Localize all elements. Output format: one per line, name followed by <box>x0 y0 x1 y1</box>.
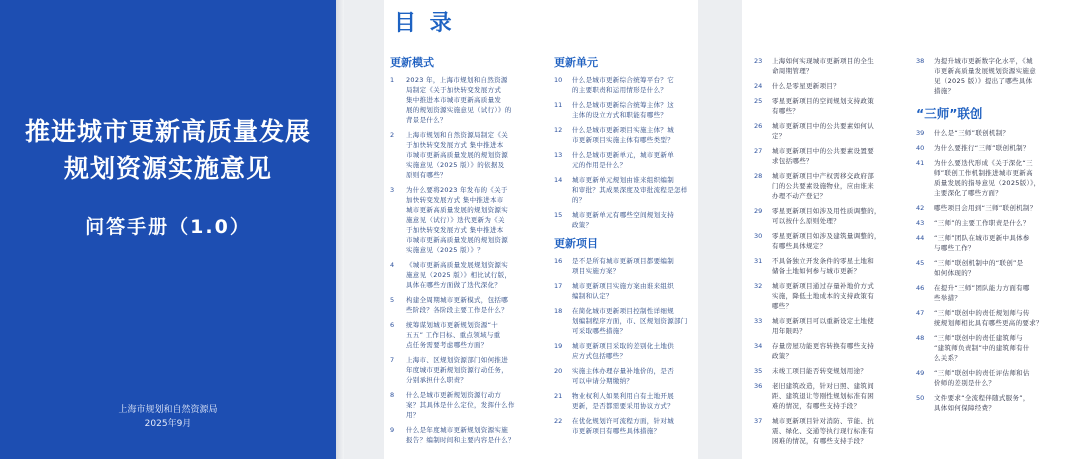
toc-item-number: 5 <box>390 296 395 304</box>
toc-item[interactable] <box>554 281 694 301</box>
toc-item[interactable] <box>754 416 902 446</box>
toc-item[interactable] <box>390 75 540 125</box>
toc-item[interactable] <box>390 320 540 350</box>
toc-item-line: 难的情况，有哪些支持手段？ <box>772 402 861 410</box>
toc-item-line: 有哪些？ <box>772 107 800 115</box>
toc-item-text <box>572 175 694 205</box>
toc-item[interactable] <box>554 306 694 336</box>
toc-item-line: 城市更新项目实施方案由谁来组织 <box>572 282 674 290</box>
toc-item-text <box>772 281 874 311</box>
toc-item-line: 措施？ <box>934 87 955 95</box>
toc-item-number: 4 <box>390 261 395 269</box>
toc-item-line: 什么是“三师”联创机制？ <box>934 129 1010 137</box>
toc-item-line: 物业权利人如果利用自有土地开展 <box>572 392 674 400</box>
toc-item-line: 么关系？ <box>934 354 962 362</box>
toc-item-line: 零星更新项目如涉及用性质调整的， <box>772 207 881 215</box>
toc-item[interactable] <box>754 231 902 251</box>
section-title-three-masters: “三师”联创 <box>916 106 983 121</box>
toc-item-number: 40 <box>916 144 925 152</box>
toc-item-line: 命周期管理？ <box>772 67 813 75</box>
toc-item-text <box>572 210 674 230</box>
toc-item-number: 9 <box>390 426 395 434</box>
toc-item-line: 办理不动产登记？ <box>772 192 827 200</box>
toc-item-text <box>934 158 1040 198</box>
toc-item-line: 什么是城市更新规划资源行动方 <box>406 391 502 399</box>
toc-item-text <box>406 75 512 125</box>
cover-page <box>0 0 336 459</box>
toc-item-text <box>772 96 874 116</box>
toc-item[interactable] <box>390 390 540 420</box>
toc-item[interactable] <box>554 75 694 95</box>
toc-item-line: 实施主体办理存量补地价的，是否 <box>572 367 674 375</box>
toc-column-3 <box>754 56 902 451</box>
toc-item-line: 城市更新项目针对消防、节能、抗 <box>772 417 874 425</box>
section-title-update-mode: 更新模式 <box>390 56 434 69</box>
toc-item-line: 在提升“三师”团队能力方面有哪 <box>934 284 1030 292</box>
toc-item-number: 12 <box>554 126 563 134</box>
toc-item-text <box>572 75 674 95</box>
toc-item-line: 见（2025 版）》提出了哪些具体 <box>934 77 1033 85</box>
toc-item-number: 25 <box>754 97 763 105</box>
toc-item-line: 施意见（2025 版）》相比试行版， <box>406 271 512 279</box>
toc-item[interactable] <box>916 368 1074 388</box>
toc-item-text <box>934 333 1030 363</box>
toc-item-number: 23 <box>754 57 763 65</box>
toc-item-line: 哪些？ <box>772 302 793 310</box>
toc-item-line: “三师”联创中的责任建筑师与 <box>934 334 1023 342</box>
toc-item-number: 2 <box>390 131 395 139</box>
toc-item-number: 30 <box>754 232 763 240</box>
toc-item-number: 20 <box>554 367 563 375</box>
toc-item[interactable] <box>554 125 694 145</box>
toc-item-line: 城市更新项目中的公共要素设置要 <box>772 147 874 155</box>
toc-item-text <box>572 281 674 301</box>
toc-item-text <box>772 416 874 446</box>
toc-item-number: 8 <box>390 391 395 399</box>
toc-item-text <box>406 130 508 180</box>
toc-item-number: 35 <box>754 367 763 375</box>
toc-item-line: “三师”联创中的责任规划师与传 <box>934 309 1030 317</box>
section-title-update-unit: 更新单元 <box>554 56 598 69</box>
toc-item[interactable] <box>554 416 694 436</box>
toc-item-line: 不具备独立开发条件的零星土地和 <box>772 257 874 265</box>
toc-item-line: 集中推进本市城市更新高质量发 <box>406 96 502 104</box>
toc-item-text <box>934 218 1030 228</box>
section-title-update-project: 更新项目 <box>554 237 598 250</box>
toc-item-number: 3 <box>390 186 395 194</box>
toc-item[interactable] <box>390 185 540 255</box>
toc-item[interactable] <box>754 341 902 361</box>
toc-item-line: 具体在哪些方面做了迭代深化？ <box>406 281 502 289</box>
toc-item-text <box>934 368 1030 388</box>
toc-item-number: 26 <box>754 122 763 130</box>
toc-item-line: 上海市规划和自然资源局制定《关 <box>406 131 508 139</box>
toc-item-number: 15 <box>554 211 563 219</box>
toc-item-line: 主体的设立方式和职能有哪些？ <box>572 111 668 119</box>
toc-item-number: 6 <box>390 321 395 329</box>
toc-item-line: 政策？ <box>772 352 793 360</box>
toc-item-number: 33 <box>754 317 763 325</box>
toc-item-line: 具体如何保障经费？ <box>934 404 996 412</box>
toc-item-line: “三师”联创中的责任评估师和估 <box>934 369 1030 377</box>
toc-item-line: 分别承担什么职责？ <box>406 376 468 384</box>
toc-item-number: 49 <box>916 369 925 377</box>
toc-item-number: 24 <box>754 82 763 90</box>
toc-item-text <box>772 146 874 166</box>
toc-item-text <box>406 185 508 255</box>
toc-item[interactable] <box>916 333 1074 363</box>
toc-item-number: 50 <box>916 394 925 402</box>
cover-fold-shadow <box>336 0 344 459</box>
toc-item-line: 城市更新项目可以重新设定土地使 <box>772 317 874 325</box>
toc-item-line: 距、建筑退让等刚性规划标准有困 <box>772 392 874 400</box>
toc-item-line: 更新，是否都需要采用协议方式？ <box>572 402 674 410</box>
toc-item-line: 主要深化了哪些方面？ <box>934 189 1002 197</box>
toc-item-text <box>572 125 674 145</box>
toc-item-text <box>934 143 1030 153</box>
toc-item-number: 17 <box>554 282 563 290</box>
toc-item-line: 是不是所有城市更新项目都要编制 <box>572 257 674 265</box>
toc-item-line: 些阶段？各阶段主要工作是什么？ <box>406 306 508 314</box>
toc-item-text <box>406 425 515 445</box>
toc-item-text <box>772 121 874 141</box>
toc-item[interactable] <box>554 100 694 120</box>
toc-item-line: 实施意见（2025 版）》的依据及 <box>406 161 505 169</box>
toc-item[interactable] <box>754 56 902 76</box>
toc-item[interactable] <box>916 143 1074 153</box>
toc-item-line: 应方式包括哪些？ <box>572 352 627 360</box>
toc-item[interactable] <box>916 393 1074 413</box>
toc-item-number: 21 <box>554 392 563 400</box>
toc-item[interactable] <box>390 260 540 290</box>
toc-item-number: 22 <box>554 417 563 425</box>
toc-item[interactable] <box>554 391 694 411</box>
toc-item-number: 39 <box>916 129 925 137</box>
toc-item-line: 在简化城市更新项目控制性详细规 <box>572 307 674 315</box>
toc-item-text <box>934 233 1030 253</box>
toc-item-line: 为什么要迭代形成《关于深化“三 <box>934 159 1033 167</box>
toc-item[interactable] <box>916 128 1074 138</box>
toc-item[interactable] <box>554 366 694 386</box>
toc-item-text <box>406 355 508 385</box>
cover-date: 2025年9月 <box>144 419 192 429</box>
toc-item-text <box>572 416 674 436</box>
toc-item-line: 哪些项目会用到“三师”联创机制？ <box>934 204 1037 212</box>
toc-item-number: 19 <box>554 342 563 350</box>
toc-item-number: 44 <box>916 234 925 242</box>
toc-item-line: 为提升城市更新数字化水平，《城 <box>934 57 1033 65</box>
toc-item-line: 的主要职责和运用情形是什么？ <box>572 86 668 94</box>
page-gap <box>344 0 384 459</box>
toc-item-number: 48 <box>916 334 925 342</box>
toc-item-line: 案？其具体是什么定位，发挥什么作 <box>406 401 515 409</box>
toc-item-line: 于加快转变发展方式 集中推进本 <box>406 226 504 234</box>
toc-item[interactable] <box>390 355 540 385</box>
toc-item-text <box>406 320 500 350</box>
toc-item-text <box>572 341 674 361</box>
toc-item-text <box>772 56 874 76</box>
toc-item-line: 划编制程序方面，市、区规划资源部门 <box>572 317 688 325</box>
toc-item-line: 元的作用是什么？ <box>572 161 627 169</box>
toc-item-text <box>772 316 874 336</box>
toc-item-line: “三师”团队在城市更新中具体参 <box>934 234 1030 242</box>
toc-item-line: 储备土地如何参与城市更新？ <box>772 267 861 275</box>
toc-item-text <box>572 150 674 170</box>
toc-item-number: 10 <box>554 76 563 84</box>
toc-page-2 <box>742 0 1080 459</box>
toc-item[interactable] <box>754 366 902 376</box>
toc-item-line: 原则有哪些？ <box>406 171 447 179</box>
toc-item-line: 什么是城市更新项目实施主体？城 <box>572 126 674 134</box>
toc-item-text <box>772 81 840 91</box>
toc-item-number: 46 <box>916 284 925 292</box>
toc-item-text <box>572 100 674 120</box>
toc-item-text <box>772 341 874 361</box>
toc-item[interactable] <box>754 381 902 411</box>
toc-item-line: 什么是零星更新项目？ <box>772 82 840 90</box>
toc-item[interactable] <box>754 316 902 336</box>
toc-item-line: 用？ <box>406 411 420 419</box>
toc-item[interactable] <box>916 203 1074 213</box>
toc-item-number: 34 <box>754 342 763 350</box>
toc-item-text <box>934 128 1009 138</box>
toc-item-number: 38 <box>916 57 925 65</box>
toc-item-line: 市更新高质量发展规划资源实施意 <box>934 67 1036 75</box>
toc-item-text <box>934 56 1036 96</box>
toc-item-text <box>572 391 674 411</box>
toc-item-line: 上海市、区规划资源部门如何推进 <box>406 356 508 364</box>
toc-item-text <box>772 381 874 411</box>
toc-item-line: 报告？编制时间和主要内容是什么？ <box>406 436 515 444</box>
toc-item-number: 14 <box>554 176 563 184</box>
toc-item[interactable] <box>554 175 694 205</box>
toc-column-1 <box>390 52 540 450</box>
toc-item-line: 存量房屋功能更容转换有哪些支持 <box>772 342 874 350</box>
toc-item-number: 7 <box>390 356 395 364</box>
toc-item-line: 门的公共要素设施物业，应由谁来 <box>772 182 874 190</box>
toc-item-number: 36 <box>754 382 763 390</box>
toc-item-line: 城市更新单元规划由谁来组织编制 <box>572 176 674 184</box>
toc-item-line: 市城市更新高质量发展的规划资源 <box>406 151 508 159</box>
cover-organization: 上海市规划和自然资源局 <box>118 405 218 415</box>
toc-item-line: 2023 年，上海市规划和自然资源 <box>406 76 508 84</box>
toc-item-number: 16 <box>554 257 563 265</box>
toc-item-line: 在优化规划许可流程方面，针对城 <box>572 417 674 425</box>
toc-item-text <box>772 206 881 226</box>
toc-item-text <box>572 366 674 386</box>
toc-item[interactable] <box>916 56 1074 96</box>
toc-item-line: 统筹谋划城市更新规划资源“十 <box>406 321 499 329</box>
toc-item[interactable] <box>754 146 902 166</box>
toc-item-line: 实施意见（2025 版）》？ <box>406 246 485 254</box>
toc-item-text <box>934 308 1043 328</box>
toc-item-line: 城市更新单元有哪些空间规划支持 <box>572 211 674 219</box>
page-gap <box>698 0 742 459</box>
toc-item-line: 与哪些工作？ <box>934 244 975 252</box>
toc-item-number: 1 <box>390 76 395 84</box>
toc-column-2 <box>554 52 694 441</box>
toc-item-line: 什么是城市更新综合统筹平台？它 <box>572 76 674 84</box>
toc-item-line: “三师”联创机制中的“联创”是 <box>934 259 1024 267</box>
toc-item[interactable] <box>754 256 902 276</box>
toc-item-line: 质量发展的指导意见（2025版）》， <box>934 179 1041 187</box>
toc-item-line: 可以申请分期缴纳？ <box>572 377 634 385</box>
toc-item-text <box>772 171 874 201</box>
toc-item[interactable] <box>390 425 540 445</box>
toc-item-line: 城市更新高质量发展的规划资源实 <box>406 206 508 214</box>
toc-item-line: 统规划师相比具有哪些更高的要求？ <box>934 319 1043 327</box>
toc-item[interactable] <box>754 121 902 141</box>
toc-item-text <box>572 306 688 336</box>
toc-item[interactable] <box>916 283 1074 303</box>
toc-item-line: 《城市更新高质量发展规划资源实 <box>406 261 508 269</box>
toc-item-line: 用年限吗？ <box>772 327 806 335</box>
toc-item-text <box>934 258 1023 278</box>
toc-item-line: 加快转变发展方式 集中推进本市 <box>406 196 504 204</box>
toc-item[interactable] <box>754 171 902 201</box>
toc-column-4 <box>916 56 1074 418</box>
toc-item[interactable] <box>554 256 694 276</box>
toc-item-number: 32 <box>754 282 763 290</box>
cover-title-line2: 规划资源实施意见 <box>63 154 272 183</box>
toc-item-text <box>934 393 1030 413</box>
toc-item-line: 市更新项目有哪些具体措施？ <box>572 427 661 435</box>
toc-item-line: “建筑师负责制”中的建筑师有什 <box>934 344 1030 352</box>
toc-item-line: 什么是年度城市更新规划资源实施 <box>406 426 508 434</box>
toc-item-line: 上海如何实现城市更新项目的全生 <box>772 57 874 65</box>
toc-item-number: 43 <box>916 219 925 227</box>
toc-item[interactable] <box>754 281 902 311</box>
toc-item-line: 实施，降低土地成本的支持政策有 <box>772 292 874 300</box>
toc-item-text <box>772 366 867 376</box>
toc-item[interactable] <box>390 130 540 180</box>
toc-heading: 目 录 <box>394 11 455 36</box>
toc-item-line: 政策？ <box>572 221 593 229</box>
toc-item-line: 于加快转变发展方式 集中推进本 <box>406 141 504 149</box>
toc-item[interactable] <box>554 341 694 361</box>
toc-item-line: 城市更新项目中的公共要素如何认 <box>772 122 874 130</box>
toc-item-line: 和审批？其成果深度及审批流程是怎样的？ <box>572 186 688 204</box>
toc-item-line: 定？ <box>772 132 786 140</box>
toc-item-number: 47 <box>916 309 925 317</box>
toc-item-number: 27 <box>754 147 763 155</box>
toc-item-text <box>406 390 515 420</box>
toc-item-line: 为什么要推行“三师”联创机制？ <box>934 144 1030 152</box>
toc-item-number: 28 <box>754 172 763 180</box>
toc-item-text <box>406 295 508 315</box>
toc-item-line: 展的规划资源实施意见（试行）》的 <box>406 106 512 114</box>
toc-item-line: 市城市更新高质量发展的规划资源 <box>406 236 508 244</box>
toc-item-number: 41 <box>916 159 925 167</box>
toc-item-text <box>772 231 881 251</box>
toc-item-line: 震、绿化、交通等执行现行标准有 <box>772 427 874 435</box>
toc-item-number: 42 <box>916 204 925 212</box>
toc-item-number: 37 <box>754 417 763 425</box>
toc-page-1 <box>384 0 698 459</box>
toc-item-number: 13 <box>554 151 563 159</box>
toc-item-line: 背景是什么？ <box>406 116 447 124</box>
toc-item-line: 构建全周期城市更新模式，包括哪 <box>406 296 508 304</box>
toc-item-line: 城市更新项目中产权需移交政府部 <box>772 172 874 180</box>
toc-item-line: 城市更新项目采取的差别化土地供 <box>572 342 674 350</box>
toc-item[interactable] <box>754 206 902 226</box>
toc-item-line: 市更新项目实施主体有哪些类型？ <box>572 136 674 144</box>
toc-item[interactable] <box>916 218 1074 228</box>
toc-item-line: 如何体现的？ <box>934 269 975 277</box>
toc-item-number: 18 <box>554 307 563 315</box>
toc-item-line: 项目实施方案？ <box>572 267 620 275</box>
toc-item-line: 零星更新项目的空间规划支持政策 <box>772 97 874 105</box>
cover-subtitle: 问答手册（1.0） <box>85 216 251 238</box>
toc-item-line: 文件要求“全流程伴随式服务”， <box>934 394 1030 402</box>
toc-item[interactable] <box>554 150 694 170</box>
toc-item-number: 29 <box>754 207 763 215</box>
toc-item-text <box>572 256 674 276</box>
toc-item-line: 有哪些具体规定？ <box>772 242 827 250</box>
toc-item[interactable] <box>754 81 902 91</box>
toc-item[interactable] <box>754 96 902 116</box>
toc-item-line: 可采取哪些措施？ <box>572 327 627 335</box>
toc-item-line: 老旧建筑改造，针对日照、建筑间 <box>772 382 874 390</box>
toc-item-line: 未竣工项目能否转变规划用途？ <box>772 367 868 375</box>
toc-item-line: 点任务需要考虑哪些方面？ <box>406 341 488 349</box>
toc-item-line: 年度城市更新规划资源行动任务， <box>406 366 508 374</box>
toc-item[interactable] <box>916 233 1074 253</box>
toc-item-number: 31 <box>754 257 763 265</box>
toc-item-line: 编制和认定？ <box>572 292 613 300</box>
toc-item-line: 为什么要将2023 年发布的《关于 <box>406 186 508 194</box>
toc-item-line: “三师”的主要工作职责是什么？ <box>934 219 1030 227</box>
toc-item-line: 城市更新项目通过存量补地价方式 <box>772 282 874 290</box>
toc-item-text <box>934 283 1030 303</box>
toc-item-line: 五五” 工作目标、重点领域与重 <box>406 331 501 339</box>
toc-item-line: 求包括哪些？ <box>772 157 813 165</box>
toc-item-number: 11 <box>554 101 563 109</box>
toc-item-line: 什么是城市更新单元，城市更新单 <box>572 151 674 159</box>
toc-item[interactable] <box>916 258 1074 278</box>
toc-item-line: 困难的情况，有哪些支持手段？ <box>772 437 868 445</box>
toc-item[interactable] <box>916 308 1074 328</box>
toc-item[interactable] <box>390 295 540 315</box>
toc-item-text <box>772 256 874 276</box>
toc-item-line: 价师的差别是什么？ <box>934 379 996 387</box>
toc-item-number: 45 <box>916 259 925 267</box>
toc-item-line: 零星更新项目如涉及建筑量调整的， <box>772 232 881 240</box>
toc-item-line: 可以按什么原则处理？ <box>772 217 840 225</box>
cover-title-line1: 推进城市更新高质量发展 <box>24 117 311 146</box>
toc-item-line: 局制定《关于加快转变发展方式 <box>406 86 502 94</box>
toc-item-line: 些举措？ <box>934 294 962 302</box>
toc-item-text <box>406 260 511 290</box>
toc-item-text <box>934 203 1037 213</box>
toc-item-line: 师”联创工作机制推进城市更新高 <box>934 169 1033 177</box>
toc-item[interactable] <box>916 158 1074 198</box>
toc-item[interactable] <box>554 210 694 230</box>
toc-item-line: 什么是城市更新综合统筹主体？这 <box>572 101 674 109</box>
toc-item-line: 施意见（试行）》迭代更新为《关 <box>406 216 505 224</box>
